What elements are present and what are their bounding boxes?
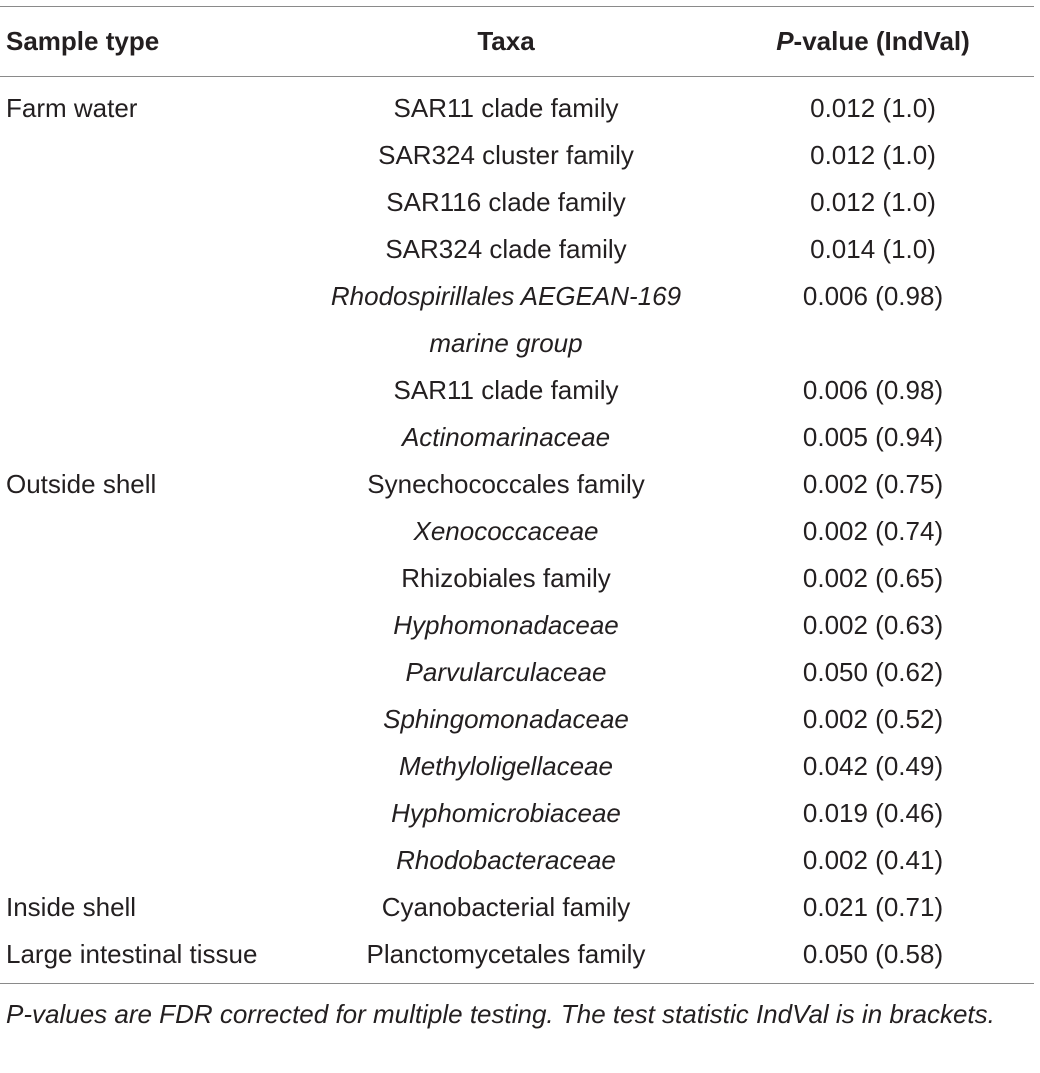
- sample-type-cell: [0, 367, 300, 414]
- table-row: [0, 884, 1034, 931]
- pvalue-cell: 0.012 (1.0): [810, 187, 936, 217]
- table-row: [0, 508, 1034, 555]
- header-pvalue: [712, 17, 1034, 85]
- sample-type-cell: [0, 696, 300, 743]
- pvalue-cell: 0.006 (0.98): [802, 375, 944, 405]
- taxa-cell: Hyphomonadaceae: [393, 610, 619, 640]
- taxa-cell: Planctomycetales family: [366, 939, 646, 969]
- pvalue-cell: 0.002 (0.52): [802, 704, 944, 734]
- table-row: [0, 414, 1034, 461]
- sample-type-cell: [0, 837, 300, 884]
- taxa-cell: Rhodobacteraceae: [396, 845, 616, 875]
- pvalue-cell: 0.006 (0.98): [802, 281, 944, 311]
- pvalue-cell: 0.002 (0.74): [802, 516, 944, 546]
- table-row: [0, 602, 1034, 649]
- taxa-cell: Actinomarinaceae: [401, 422, 611, 452]
- pvalue-cell: 0.019 (0.46): [802, 798, 944, 828]
- pvalue-cell: 0.014 (1.0): [810, 234, 936, 264]
- table-row: [0, 649, 1034, 696]
- header-pvalue-prefix: P: [776, 26, 794, 56]
- table-row: [0, 696, 1034, 743]
- pvalue-cell: 0.021 (0.71): [802, 892, 944, 922]
- taxa-cell: Cyanobacterial family: [381, 892, 631, 922]
- sample-type-cell: [0, 649, 300, 696]
- indicator-taxa-table: [0, 17, 1034, 978]
- sample-type-cell: [0, 273, 300, 367]
- pvalue-cell: 0.050 (0.62): [802, 657, 944, 687]
- pvalue-cell: 0.002 (0.63): [802, 610, 944, 640]
- pvalue-cell: 0.002 (0.41): [802, 845, 944, 875]
- table-row: [0, 461, 1034, 508]
- taxa-cell-line: marine group: [429, 328, 583, 358]
- pvalue-cell: 0.002 (0.65): [802, 563, 944, 593]
- taxa-cell: SAR324 clade family: [385, 234, 627, 264]
- sample-type-cell: Large intestinal tissue: [6, 939, 258, 969]
- taxa-cell: SAR11 clade family: [393, 93, 619, 123]
- sample-type-cell: [0, 790, 300, 837]
- pvalue-cell: 0.012 (1.0): [810, 140, 936, 170]
- taxa-cell: Methyloligellaceae: [399, 751, 613, 781]
- header-pvalue-rest: -value (IndVal): [793, 26, 970, 56]
- taxa-cell: SAR11 clade family: [393, 375, 619, 405]
- taxa-cell: Sphingomonadaceae: [383, 704, 629, 734]
- header-taxa: Taxa: [477, 26, 535, 56]
- taxa-cell: SAR324 cluster family: [378, 140, 634, 170]
- pvalue-cell: 0.012 (1.0): [810, 93, 936, 123]
- table-row: [0, 226, 1034, 273]
- table-row: [0, 743, 1034, 790]
- top-rule: [0, 6, 1034, 7]
- sample-type-cell: [0, 226, 300, 273]
- table-row: [0, 367, 1034, 414]
- table-row: [0, 273, 1034, 367]
- sample-type-cell: Outside shell: [6, 469, 157, 499]
- taxa-cell: [300, 273, 712, 367]
- table-row: [0, 555, 1034, 602]
- taxa-cell-line: Rhodospirillales AEGEAN-169: [330, 281, 682, 311]
- table-row: [0, 132, 1034, 179]
- header-sample-type: Sample type: [6, 26, 160, 56]
- pvalue-cell: 0.042 (0.49): [802, 751, 944, 781]
- sample-type-cell: [0, 179, 300, 226]
- sample-type-cell: Farm water: [6, 93, 138, 123]
- taxa-cell: Synechococcales family: [367, 469, 645, 499]
- sample-type-cell: [0, 555, 300, 602]
- sample-type-cell: [0, 132, 300, 179]
- sample-type-cell: [0, 743, 300, 790]
- table-footnote: P-values are FDR corrected for multiple testing. The test statistic IndVal is in brackets.: [6, 999, 995, 1029]
- table-row: [0, 85, 1034, 132]
- taxa-cell: Parvularculaceae: [405, 657, 607, 687]
- taxa-cell: SAR116 clade family: [386, 187, 626, 217]
- taxa-cell: Rhizobiales family: [401, 563, 611, 593]
- taxa-cell: Hyphomicrobiaceae: [391, 798, 621, 828]
- header-row: [0, 17, 1034, 85]
- pvalue-cell: 0.005 (0.94): [802, 422, 944, 452]
- table-row: [0, 790, 1034, 837]
- taxa-cell: Xenococcaceae: [413, 516, 599, 546]
- pvalue-cell: 0.002 (0.75): [802, 469, 944, 499]
- pvalue-cell: 0.050 (0.58): [802, 939, 944, 969]
- table-row: [0, 179, 1034, 226]
- bottom-rule: [0, 983, 1034, 984]
- sample-type-cell: [0, 508, 300, 555]
- sample-type-cell: [0, 602, 300, 649]
- sample-type-cell: [0, 414, 300, 461]
- table-row: [0, 837, 1034, 884]
- table-row: [0, 931, 1034, 978]
- sample-type-cell: Inside shell: [6, 892, 137, 922]
